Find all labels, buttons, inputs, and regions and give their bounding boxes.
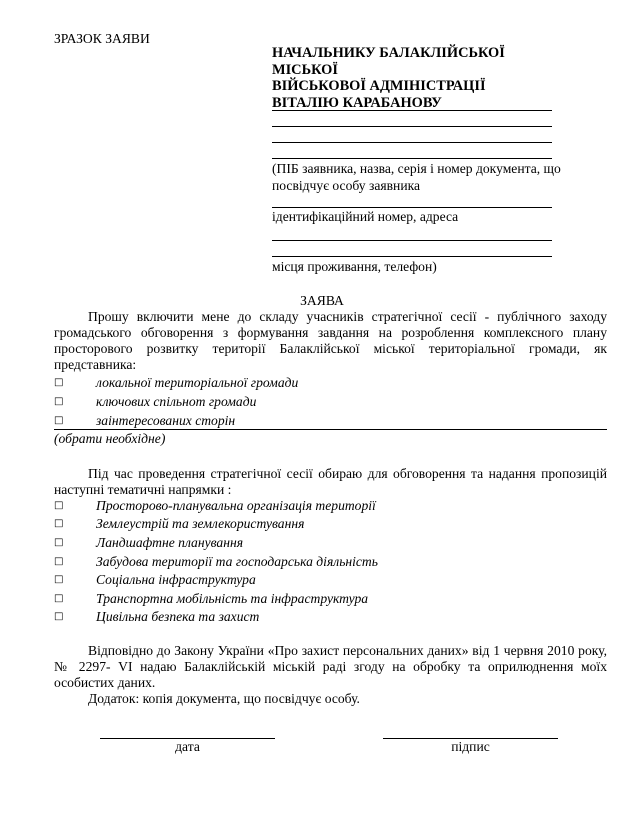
fill-line[interactable] [272,207,552,208]
topic-label: Цивільна безпека та захист [96,609,260,624]
topic-row[interactable] [54,572,414,590]
checkbox-icon[interactable]: □ [54,556,64,567]
checkbox-icon[interactable]: □ [54,574,64,585]
option-row[interactable] [54,394,354,412]
signature-label: підпис [451,739,490,754]
option-label: локальної територіальної громади [96,375,299,390]
topic-row[interactable] [54,591,414,609]
divider [54,429,607,430]
topic-label: Соціальна інфраструктура [96,572,256,587]
checkbox-icon[interactable]: □ [54,377,64,388]
checkbox-icon[interactable]: □ [54,415,64,426]
option-row[interactable] [54,375,354,393]
topic-row[interactable] [54,498,414,516]
date-label: дата [175,739,200,754]
applicant-note-line: посвідчує особу заявника [272,178,421,193]
sample-label: ЗРАЗОК ЗАЯВИ [54,31,150,46]
topic-row[interactable] [54,609,414,627]
fill-line[interactable] [272,126,552,127]
fill-line[interactable] [272,158,552,159]
option-label: ключових спільнот громади [96,394,257,409]
choose-note: (обрати необхідне) [54,431,166,446]
addressee-line: НАЧАЛЬНИКУ БАЛАКЛІЙСЬКОЇ МІСЬКОЇ [272,45,505,78]
fill-line[interactable] [272,142,552,143]
fill-line[interactable] [272,110,552,111]
addressee-block [272,45,572,111]
consent-paragraph [54,643,607,691]
checkbox-icon[interactable]: □ [54,611,64,622]
attachment-note: Додаток: копія документа, що посвідчує особу. [88,691,360,706]
checkbox-icon[interactable]: □ [54,518,64,529]
applicant-note-line: ідентифікаційний номер, адреса [272,209,459,224]
request-text: Прошу включити мене до складу учасників стратегічної сесії - публічного заходу громадського обговорення з формування завдання на розроблення комплексного плану просторового розвитку території Балаклійської міської територіальної громади, як представника: [54,309,607,372]
topic-label: Транспортна мобільність та інфраструктура [96,591,369,606]
topic-row[interactable] [54,516,414,534]
topic-row[interactable] [54,535,414,553]
document-title: ЗАЯВА [300,293,344,308]
applicant-note-line: місця проживання, телефон) [272,259,437,274]
addressee-line: ВІТАЛІЮ КАРАБАНОВУ [272,94,442,111]
checkbox-icon[interactable]: □ [54,537,64,548]
checkbox-icon[interactable]: □ [54,593,64,604]
request-paragraph [54,309,607,373]
topic-label: Землеустрій та землекористування [96,516,305,531]
topics-paragraph [54,466,607,498]
topic-label: Просторово-планувальна організація території [96,498,376,513]
option-label: заінтересованих сторін [96,413,236,428]
fill-line[interactable] [272,240,552,241]
topics-text: Під час проведення стратегічної сесії обираю для обговорення та надання пропозицій наступні тематичні напрямки : [54,466,607,497]
topic-label: Забудова території та господарська діяльність [96,554,378,569]
addressee-line: ВІЙСЬКОВОЇ АДМІНІСТРАЦІЇ [272,78,486,94]
consent-text: Відповідно до Закону України «Про захист персональних даних» від 1 червня 2010 року, № 2297- VI надаю Балаклійській міській раді згоду на обробку та оприлюднення моїх особистих даних. [54,643,607,690]
checkbox-icon[interactable]: □ [54,500,64,511]
topic-label: Ландшафтне планування [96,535,244,550]
fill-line[interactable] [272,256,552,257]
topic-row[interactable] [54,554,414,572]
checkbox-icon[interactable]: □ [54,396,64,407]
applicant-note-line: (ПІБ заявника, назва, серія і номер документа, що [272,161,561,176]
